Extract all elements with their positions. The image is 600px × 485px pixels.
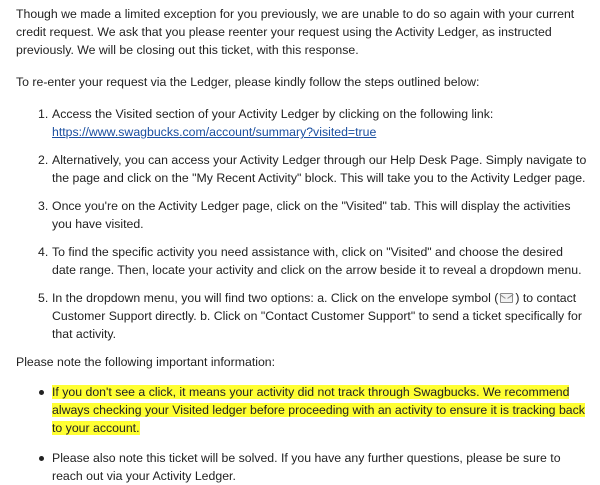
- step-number: 2.: [38, 153, 49, 167]
- list-item: [52, 449, 590, 485]
- note-text: Please also note this ticket will be solved. If you have any further questions, please be sure to reach out via your Activity Ledger.: [52, 451, 561, 483]
- list-item: [38, 243, 590, 279]
- step-number: 1.: [38, 107, 49, 121]
- steps-intro: To re-enter your request via the Ledger, please kindly follow the steps outlined below:: [16, 75, 480, 89]
- step-text: To find the specific activity you need assistance with, click on "Visited" and choose the desired date range. Then, locate your activity and click on the arrow beside it to reveal a dropdown menu.: [52, 245, 582, 277]
- list-item: [38, 197, 590, 233]
- bullet-dot: [39, 456, 44, 461]
- notes-list: [16, 383, 590, 485]
- list-item: [38, 289, 590, 343]
- step-text: Access the Visited section of your Activity Ledger by clicking on the following link:: [52, 107, 494, 121]
- step-text-after: ) to contact Customer Support directly. b. Click on "Contact Customer Support" to send a ticket specifically for that activity.: [52, 291, 582, 341]
- highlighted-note: If you don't see a click, it means your activity did not track through Swagbucks. We recommend always checking your Visited ledger before proceeding with an activity to ensure it is tracking back to your account.: [52, 385, 585, 435]
- step-number: 5.: [38, 291, 49, 305]
- envelope-icon: [500, 293, 513, 303]
- list-item: [38, 105, 590, 141]
- step-text: Alternatively, you can access your Activity Ledger through our Help Desk Page. Simply navigate to the page and click on the "My Recent Activity" block. This will take you to the Activity Ledger page.: [52, 153, 587, 185]
- step-text-before: In the dropdown menu, you will find two options: a. Click on the envelope symbol (: [52, 291, 499, 305]
- steps-list: [16, 105, 590, 343]
- bullet-dot: [39, 390, 44, 395]
- step-text: Once you're on the Activity Ledger page, click on the "Visited" tab. This will display the activities you have visited.: [52, 199, 571, 231]
- step-number: 3.: [38, 199, 49, 213]
- note-heading: Please note the following important information:: [16, 355, 276, 369]
- list-item: [38, 151, 590, 187]
- intro-paragraph: Though we made a limited exception for you previously, we are unable to do so again with your current credit request. We ask that you please reenter your request using the Activity Ledger, as instructed previously. We will be closing out this ticket, with this response.: [16, 7, 575, 57]
- ledger-link[interactable]: https://www.swagbucks.com/account/summary?visited=true: [52, 125, 377, 139]
- step-number: 4.: [38, 245, 49, 259]
